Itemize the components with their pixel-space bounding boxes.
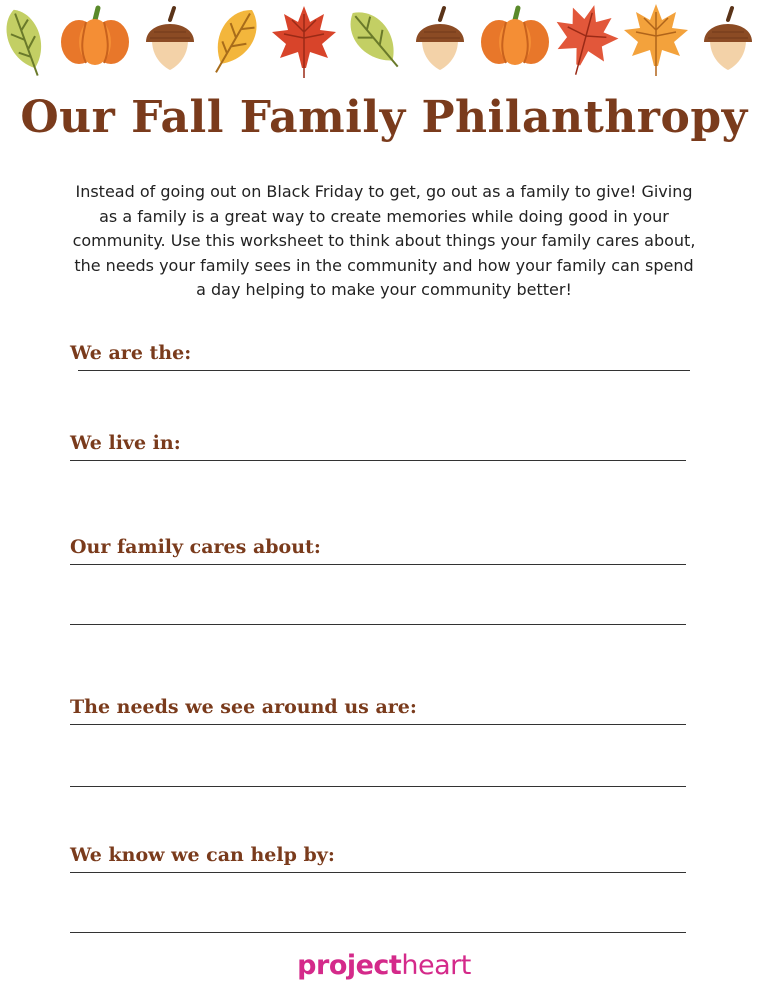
leaf-icon <box>202 2 267 80</box>
location-label: We live in: <box>70 432 181 454</box>
intro-paragraph: Instead of going out on Black Friday to get, go out as a family to give! Giving as a family is a great way to create memories while doing good in your community. Use this worksheet to think about things your family cares about, the needs your family sees in the community and how your family can spend a day helping to make your community better! <box>72 182 696 299</box>
pumpkin-icon <box>61 8 129 65</box>
leaf-icon <box>0 4 52 80</box>
help-by-field <box>70 844 686 940</box>
cares-about-line-1[interactable] <box>70 564 686 565</box>
help-by-line-2[interactable] <box>70 932 686 933</box>
acorn-icon <box>416 8 464 70</box>
needs-line-2[interactable] <box>70 786 686 787</box>
leaf-icon <box>340 2 410 77</box>
logo-part1: project <box>297 950 402 981</box>
pumpkin-icon <box>481 8 549 65</box>
help-by-label: We know we can help by: <box>70 844 335 866</box>
project-heart-logo <box>0 950 768 981</box>
acorn-icon <box>146 8 194 70</box>
page-title: Our Fall Family Philanthropy <box>20 92 748 143</box>
family-name-line[interactable] <box>78 370 690 371</box>
cares-about-line-2[interactable] <box>70 624 686 625</box>
location-field <box>70 432 686 468</box>
cares-about-field <box>70 536 686 632</box>
fall-border <box>0 0 768 80</box>
maple-leaf-icon <box>624 4 688 76</box>
location-line[interactable] <box>70 460 686 461</box>
cares-about-label: Our family cares about: <box>70 536 321 558</box>
acorn-icon <box>704 8 752 70</box>
logo-part2: heart <box>401 950 471 981</box>
maple-leaf-icon <box>272 6 336 78</box>
needs-field <box>70 696 686 792</box>
family-name-label: We are the: <box>70 342 192 364</box>
needs-label: The needs we see around us are: <box>70 696 417 718</box>
needs-line-1[interactable] <box>70 724 686 725</box>
maple-leaf-icon <box>545 0 625 80</box>
family-name-field <box>70 342 686 378</box>
help-by-line-1[interactable] <box>70 872 686 873</box>
